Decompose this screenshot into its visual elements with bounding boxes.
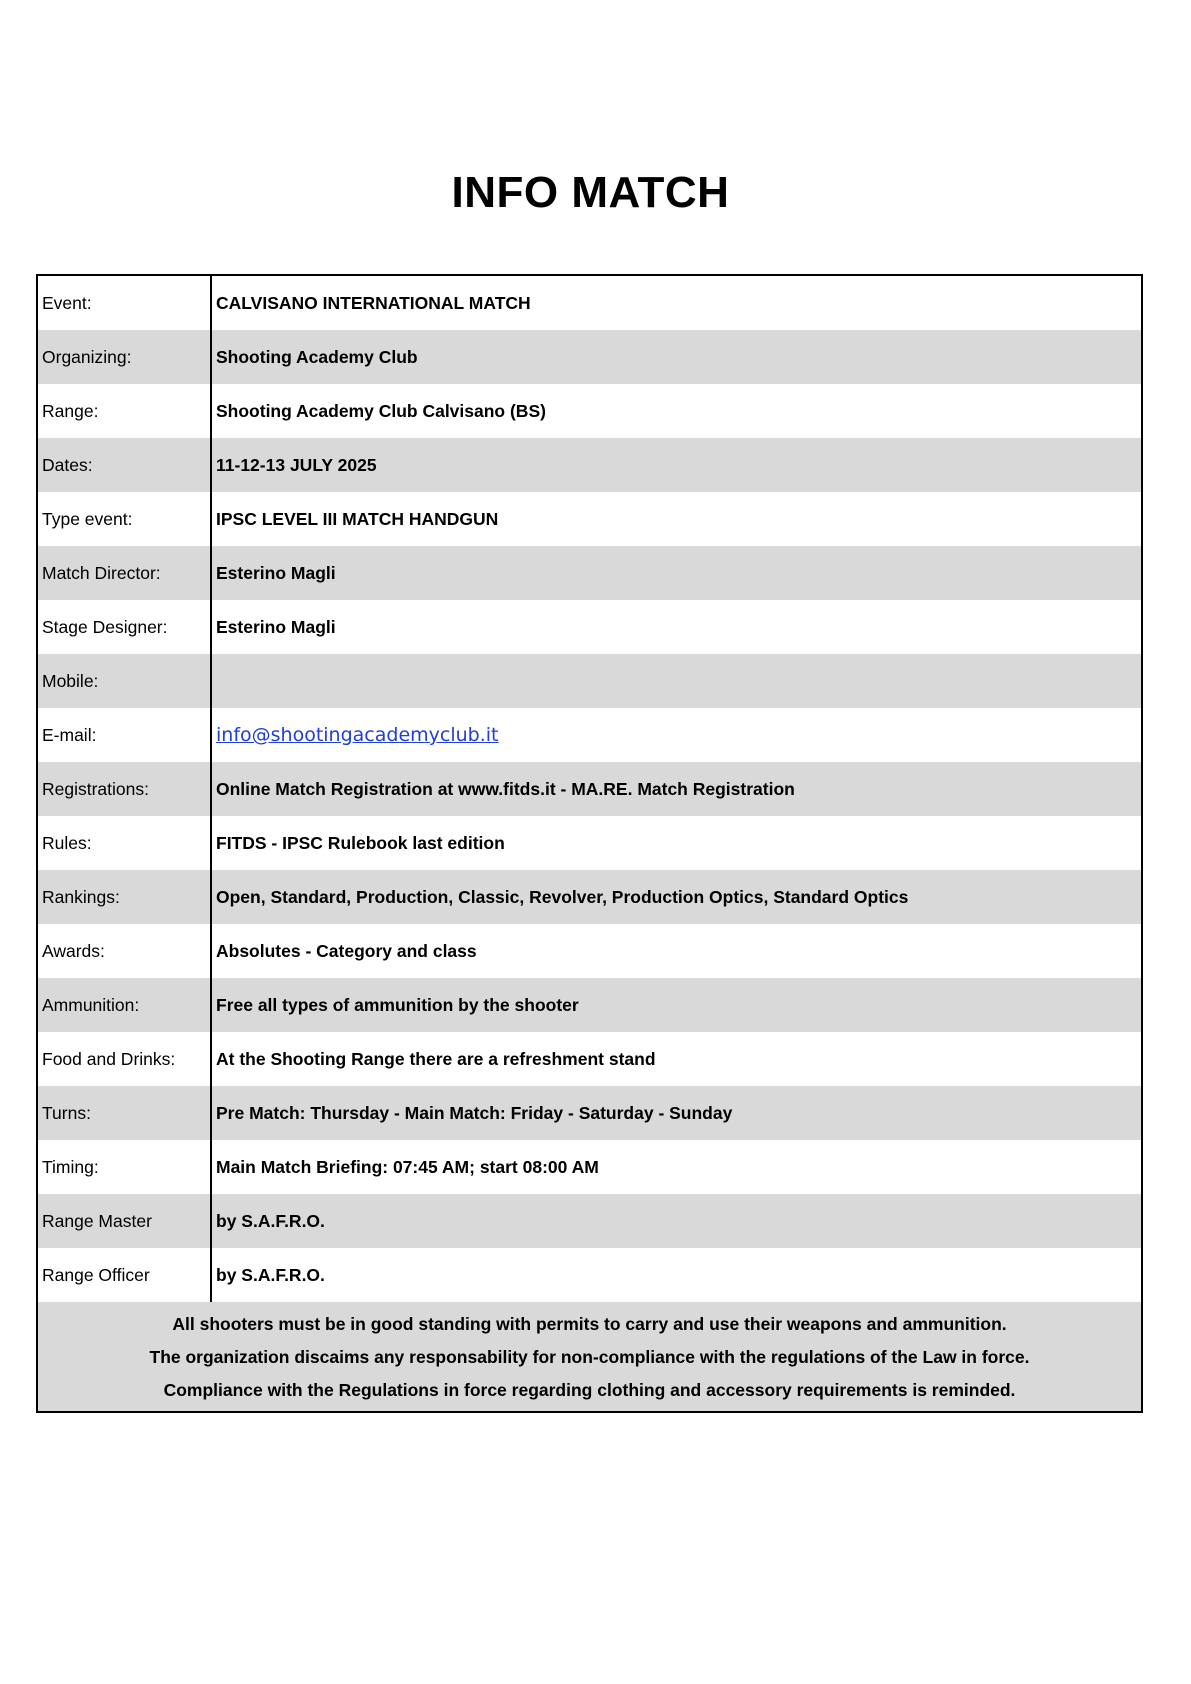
row-label: Registrations: bbox=[38, 762, 212, 816]
row-event bbox=[38, 276, 1141, 330]
row-label: Range: bbox=[38, 384, 212, 438]
row-value: CALVISANO INTERNATIONAL MATCH bbox=[216, 292, 531, 313]
row-range bbox=[38, 384, 1141, 438]
row-awards bbox=[38, 924, 1141, 978]
row-label: Ammunition: bbox=[38, 978, 212, 1032]
row-label: Event: bbox=[38, 276, 212, 330]
row-value: FITDS - IPSC Rulebook last edition bbox=[216, 832, 505, 853]
row-value: Free all types of ammunition by the shooter bbox=[216, 994, 579, 1015]
row-value: At the Shooting Range there are a refreshment stand bbox=[216, 1048, 656, 1069]
row-value: by S.A.F.R.O. bbox=[216, 1264, 325, 1285]
row-email bbox=[38, 708, 1141, 762]
row-value bbox=[212, 708, 1141, 762]
row-range-master bbox=[38, 1194, 1141, 1248]
row-label: Organizing: bbox=[38, 330, 212, 384]
row-label: Type event: bbox=[38, 492, 212, 546]
row-value: Absolutes - Category and class bbox=[216, 940, 477, 961]
email-link[interactable]: info@shootingacademyclub.it bbox=[216, 724, 499, 746]
row-timing bbox=[38, 1140, 1141, 1194]
row-match-director bbox=[38, 546, 1141, 600]
row-label: Dates: bbox=[38, 438, 212, 492]
row-type-event bbox=[38, 492, 1141, 546]
notes-section bbox=[38, 1302, 1141, 1411]
row-range-officer bbox=[38, 1248, 1141, 1302]
row-label: Range Master bbox=[38, 1194, 212, 1248]
row-label: E-mail: bbox=[38, 708, 212, 762]
row-rules bbox=[38, 816, 1141, 870]
row-label: Rules: bbox=[38, 816, 212, 870]
row-value: Open, Standard, Production, Classic, Revolver, Production Optics, Standard Optics bbox=[216, 886, 909, 907]
page-title: INFO MATCH bbox=[451, 168, 730, 217]
row-turns bbox=[38, 1086, 1141, 1140]
row-food-and-drinks bbox=[38, 1032, 1141, 1086]
row-label: Range Officer bbox=[38, 1248, 212, 1302]
row-value: Online Match Registration at www.fitds.it - MA.RE. Match Registration bbox=[216, 778, 795, 799]
row-label: Rankings: bbox=[38, 870, 212, 924]
row-label: Timing: bbox=[38, 1140, 212, 1194]
row-organizing bbox=[38, 330, 1141, 384]
row-ammunition bbox=[38, 978, 1141, 1032]
row-value: by S.A.F.R.O. bbox=[216, 1210, 325, 1231]
row-value: Main Match Briefing: 07:45 AM; start 08:00 AM bbox=[216, 1156, 599, 1177]
row-label: Food and Drinks: bbox=[38, 1032, 212, 1086]
row-value: Shooting Academy Club Calvisano (BS) bbox=[216, 400, 546, 421]
row-mobile bbox=[38, 654, 1141, 708]
row-value: Pre Match: Thursday - Main Match: Friday - Saturday - Sunday bbox=[216, 1102, 733, 1123]
row-rankings bbox=[38, 870, 1141, 924]
row-dates bbox=[38, 438, 1141, 492]
note-line: The organization discaims any responsability for non-compliance with the regulations of the Law in force. bbox=[149, 1347, 1030, 1367]
row-value: Esterino Magli bbox=[216, 562, 336, 583]
row-label: Mobile: bbox=[38, 654, 212, 708]
note-line: Compliance with the Regulations in force regarding clothing and accessory requirements is reminded. bbox=[163, 1380, 1016, 1400]
row-value: Shooting Academy Club bbox=[216, 346, 418, 367]
row-value bbox=[212, 654, 1141, 708]
row-registrations bbox=[38, 762, 1141, 816]
row-value: 11-12-13 JULY 2025 bbox=[216, 454, 377, 475]
row-value: Esterino Magli bbox=[216, 616, 336, 637]
info-table bbox=[36, 274, 1143, 1413]
row-value: IPSC LEVEL III MATCH HANDGUN bbox=[216, 508, 499, 529]
row-label: Stage Designer: bbox=[38, 600, 212, 654]
row-stage-designer bbox=[38, 600, 1141, 654]
row-label: Turns: bbox=[38, 1086, 212, 1140]
row-label: Awards: bbox=[38, 924, 212, 978]
note-line: All shooters must be in good standing with permits to carry and use their weapons and ammunition. bbox=[172, 1314, 1007, 1334]
row-label: Match Director: bbox=[38, 546, 212, 600]
